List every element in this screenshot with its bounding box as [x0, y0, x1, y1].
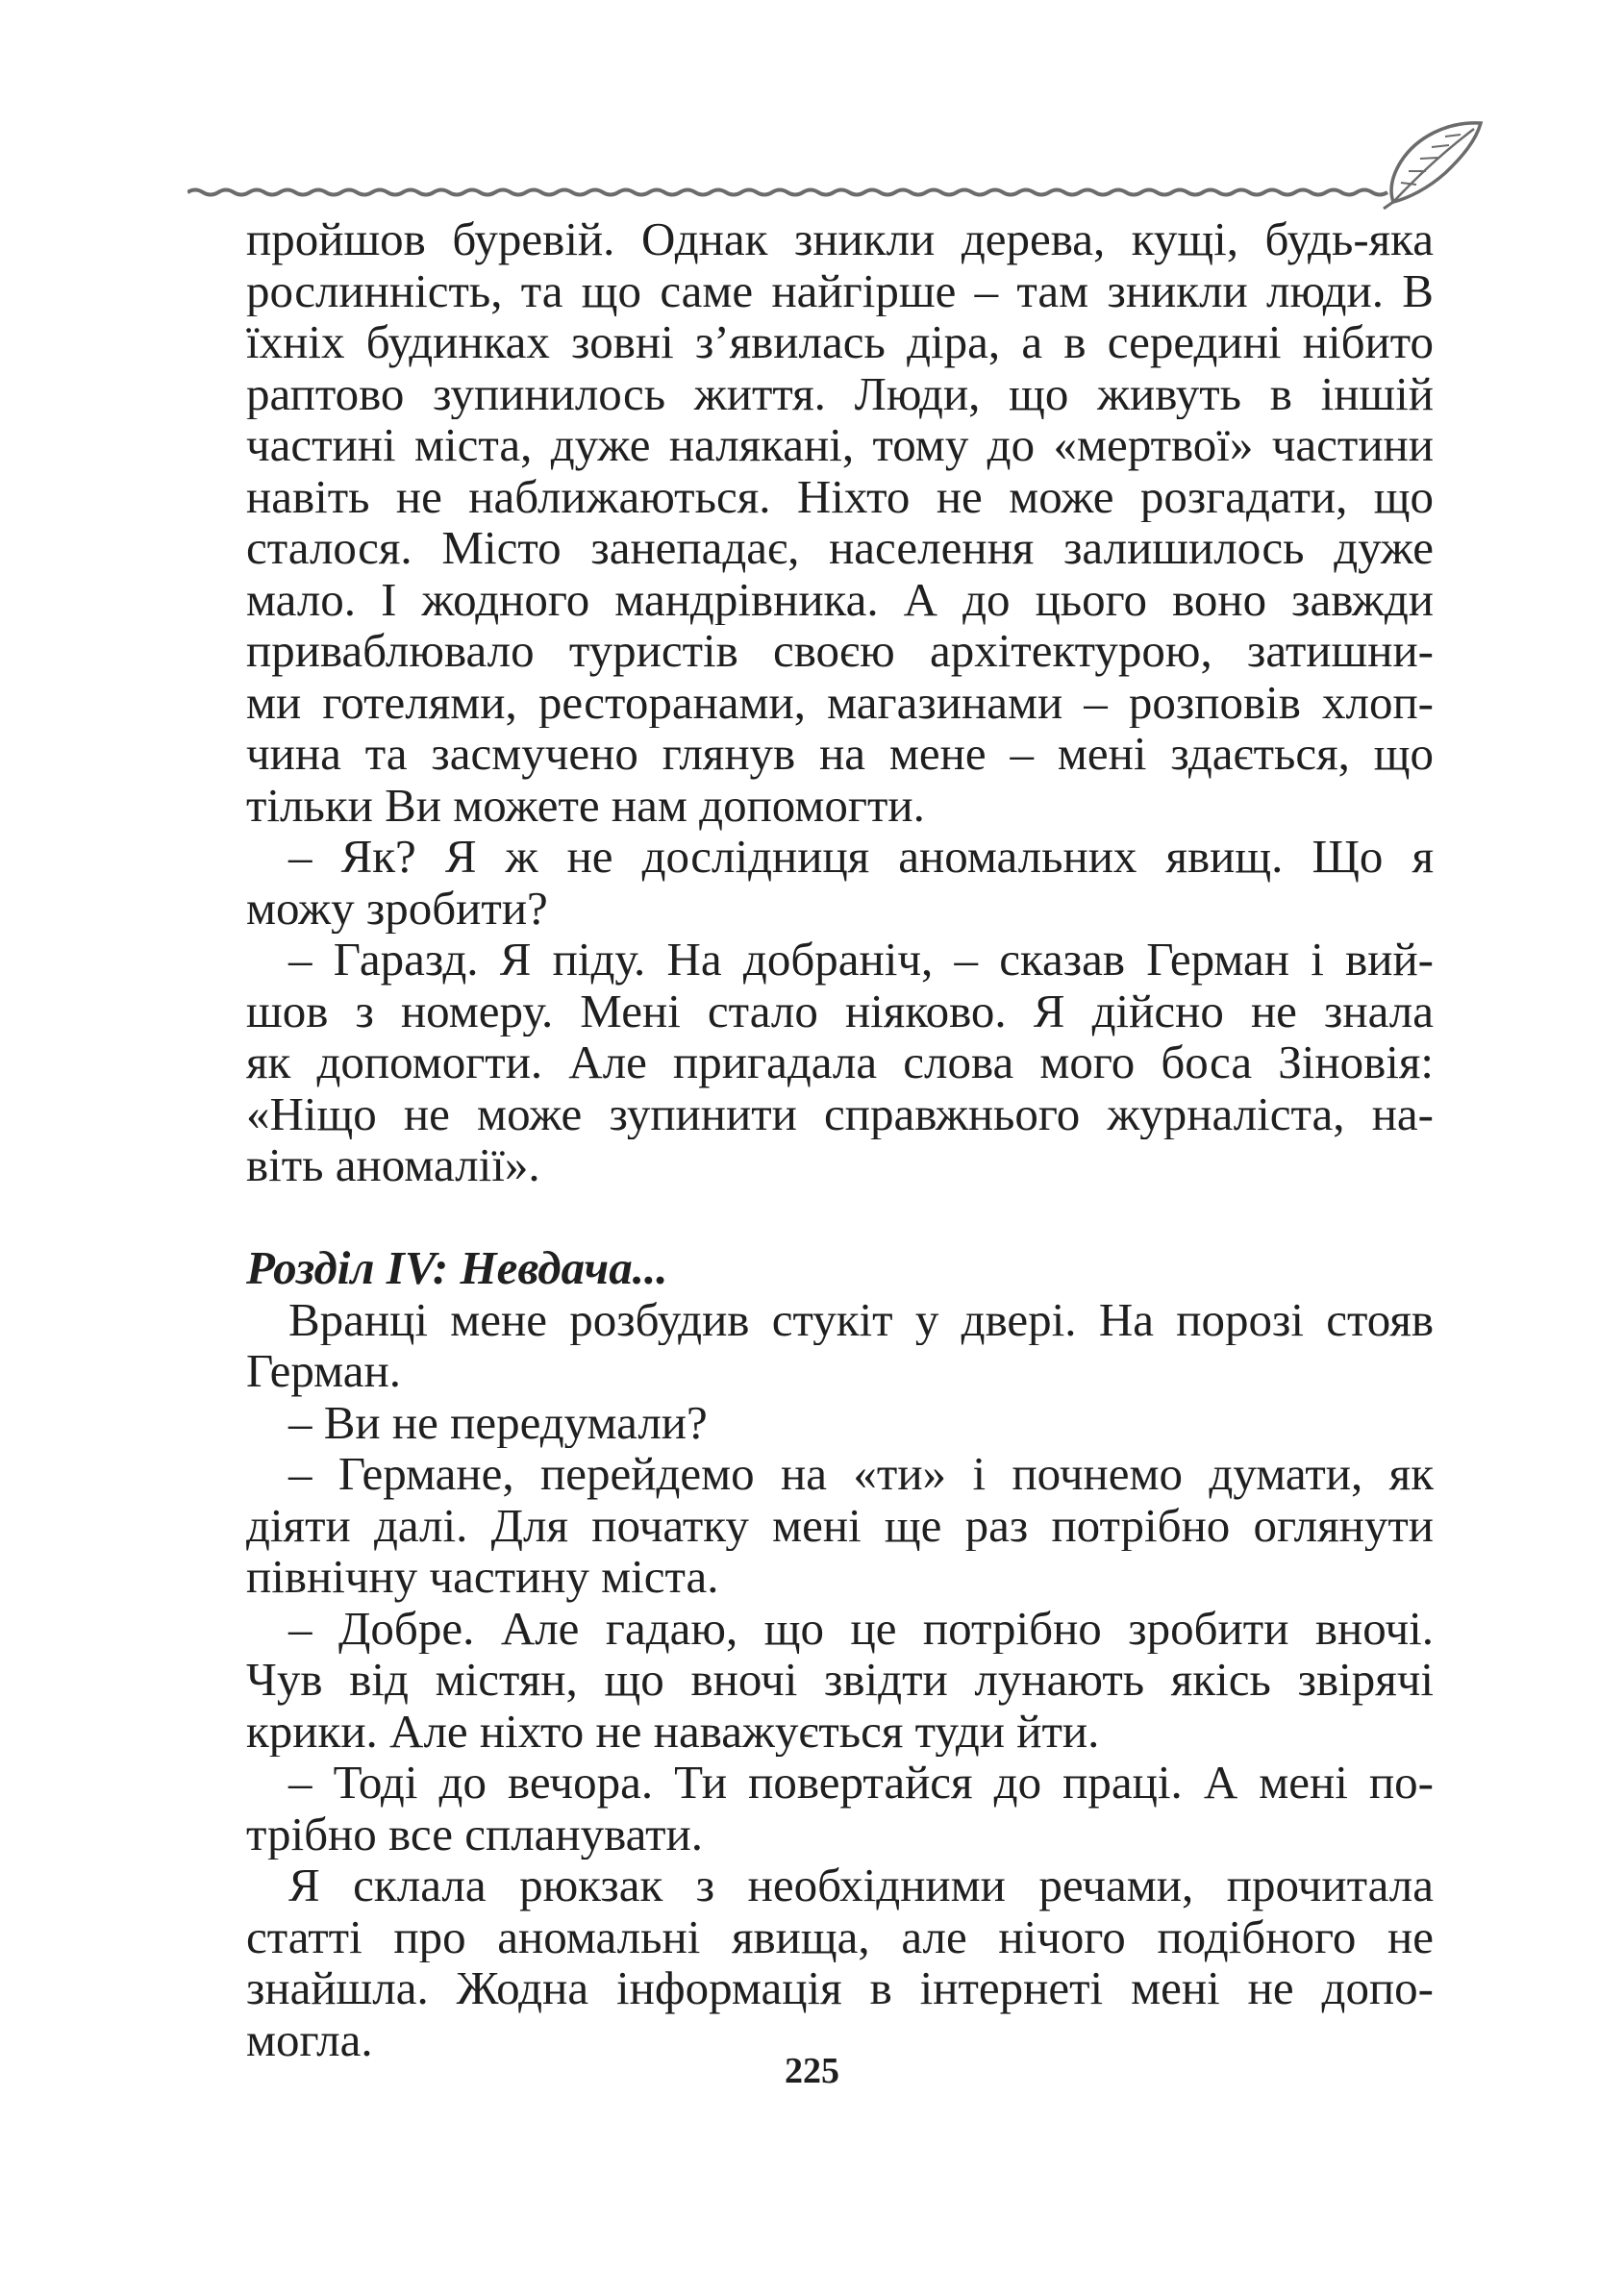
text-line: трібно все спланувати.	[246, 1808, 703, 1860]
text-line: – Германе, перейдемо на «ти» і почнемо думати, як	[288, 1448, 1434, 1500]
text-line: тільки Ви можете нам допомогти.	[246, 779, 925, 831]
page-number: 225	[785, 2051, 839, 2091]
text-line: могла.	[246, 2013, 373, 2065]
text-line: як допомогти. Але пригадала слова мого боса Зіновія:	[246, 1036, 1434, 1088]
text-line: можу зробити?	[246, 882, 548, 934]
text-line: Герман.	[246, 1345, 401, 1397]
text-line: – Гаразд. Я піду. На добраніч, – сказав Герман і вий-	[288, 934, 1434, 986]
blank-line	[246, 1191, 1434, 1243]
text-line: знайшла. Жодна інформація в інтернеті мені не допо-	[246, 1962, 1434, 2014]
text-line: діяти далі. Для початку мені ще раз потрібно оглянути	[246, 1499, 1434, 1551]
text-line: Чув від містян, що вночі звідти лунають якісь звірячі	[246, 1654, 1434, 1706]
text-line: – Ви не передумали?	[288, 1396, 708, 1448]
text-line: частині міста, дуже налякані, тому до «мертвої» частини	[246, 419, 1434, 471]
text-line: шов з номеру. Мені стало ніяково. Я дійсно не знала	[246, 985, 1434, 1036]
text-line: навіть не наближаються. Ніхто не може розгадати, що	[246, 470, 1434, 522]
text-line: північну частину міста.	[246, 1551, 719, 1603]
header-ornament	[187, 113, 1495, 210]
feather-icon	[1384, 123, 1481, 209]
text-line: сталося. Місто занепадає, населення залишилось дуже	[246, 522, 1434, 574]
section-heading: Розділ IV: Невдача...	[246, 1241, 668, 1294]
text-line: «Ніщо не може зупинити справжнього журналіста, на-	[246, 1087, 1434, 1139]
text-line: раптово зупинилось життя. Люди, що живуть в іншій	[246, 367, 1434, 419]
text-line: рослинність, та що саме найгірше – там зникли люди. В	[246, 264, 1434, 316]
text-line: ми готелями, ресторанами, магазинами – розповів хлоп-	[246, 676, 1434, 728]
text-line: пройшов буревій. Однак зникли дерева, кущі, будь-яка	[246, 213, 1434, 265]
text-line: – Добре. Але гадаю, що це потрібно зробити вночі.	[288, 1602, 1434, 1654]
text-line: приваблювало туристів своєю архітектурою, затишни-	[246, 625, 1434, 677]
body-text	[246, 213, 1434, 2065]
text-line: – Тоді до вечора. Ти повертайся до праці. А мені по-	[288, 1757, 1434, 1809]
text-line: їхніх будинках зовні з’явилась діра, а в середині нібито	[246, 316, 1434, 368]
text-line: крики. Але ніхто не наважується туди йти.	[246, 1705, 1100, 1757]
text-line: – Як? Я ж не дослідниця аномальних явищ. Що я	[288, 831, 1434, 883]
text-line: віть аномалії».	[246, 1139, 540, 1191]
text-line: Вранці мене розбудив стукіт у двері. На порозі стояв	[288, 1293, 1434, 1345]
text-line: Я склала рюкзак з необхідними речами, прочитала	[288, 1860, 1434, 1911]
text-line: статті про аномальні явища, але нічого подібного не	[246, 1910, 1434, 1962]
text-line: чина та засмучено глянув на мене – мені здається, що	[246, 728, 1434, 780]
wavy-line	[187, 190, 1387, 195]
text-line: мало. І жодного мандрівника. А до цього воно завжди	[246, 573, 1434, 625]
